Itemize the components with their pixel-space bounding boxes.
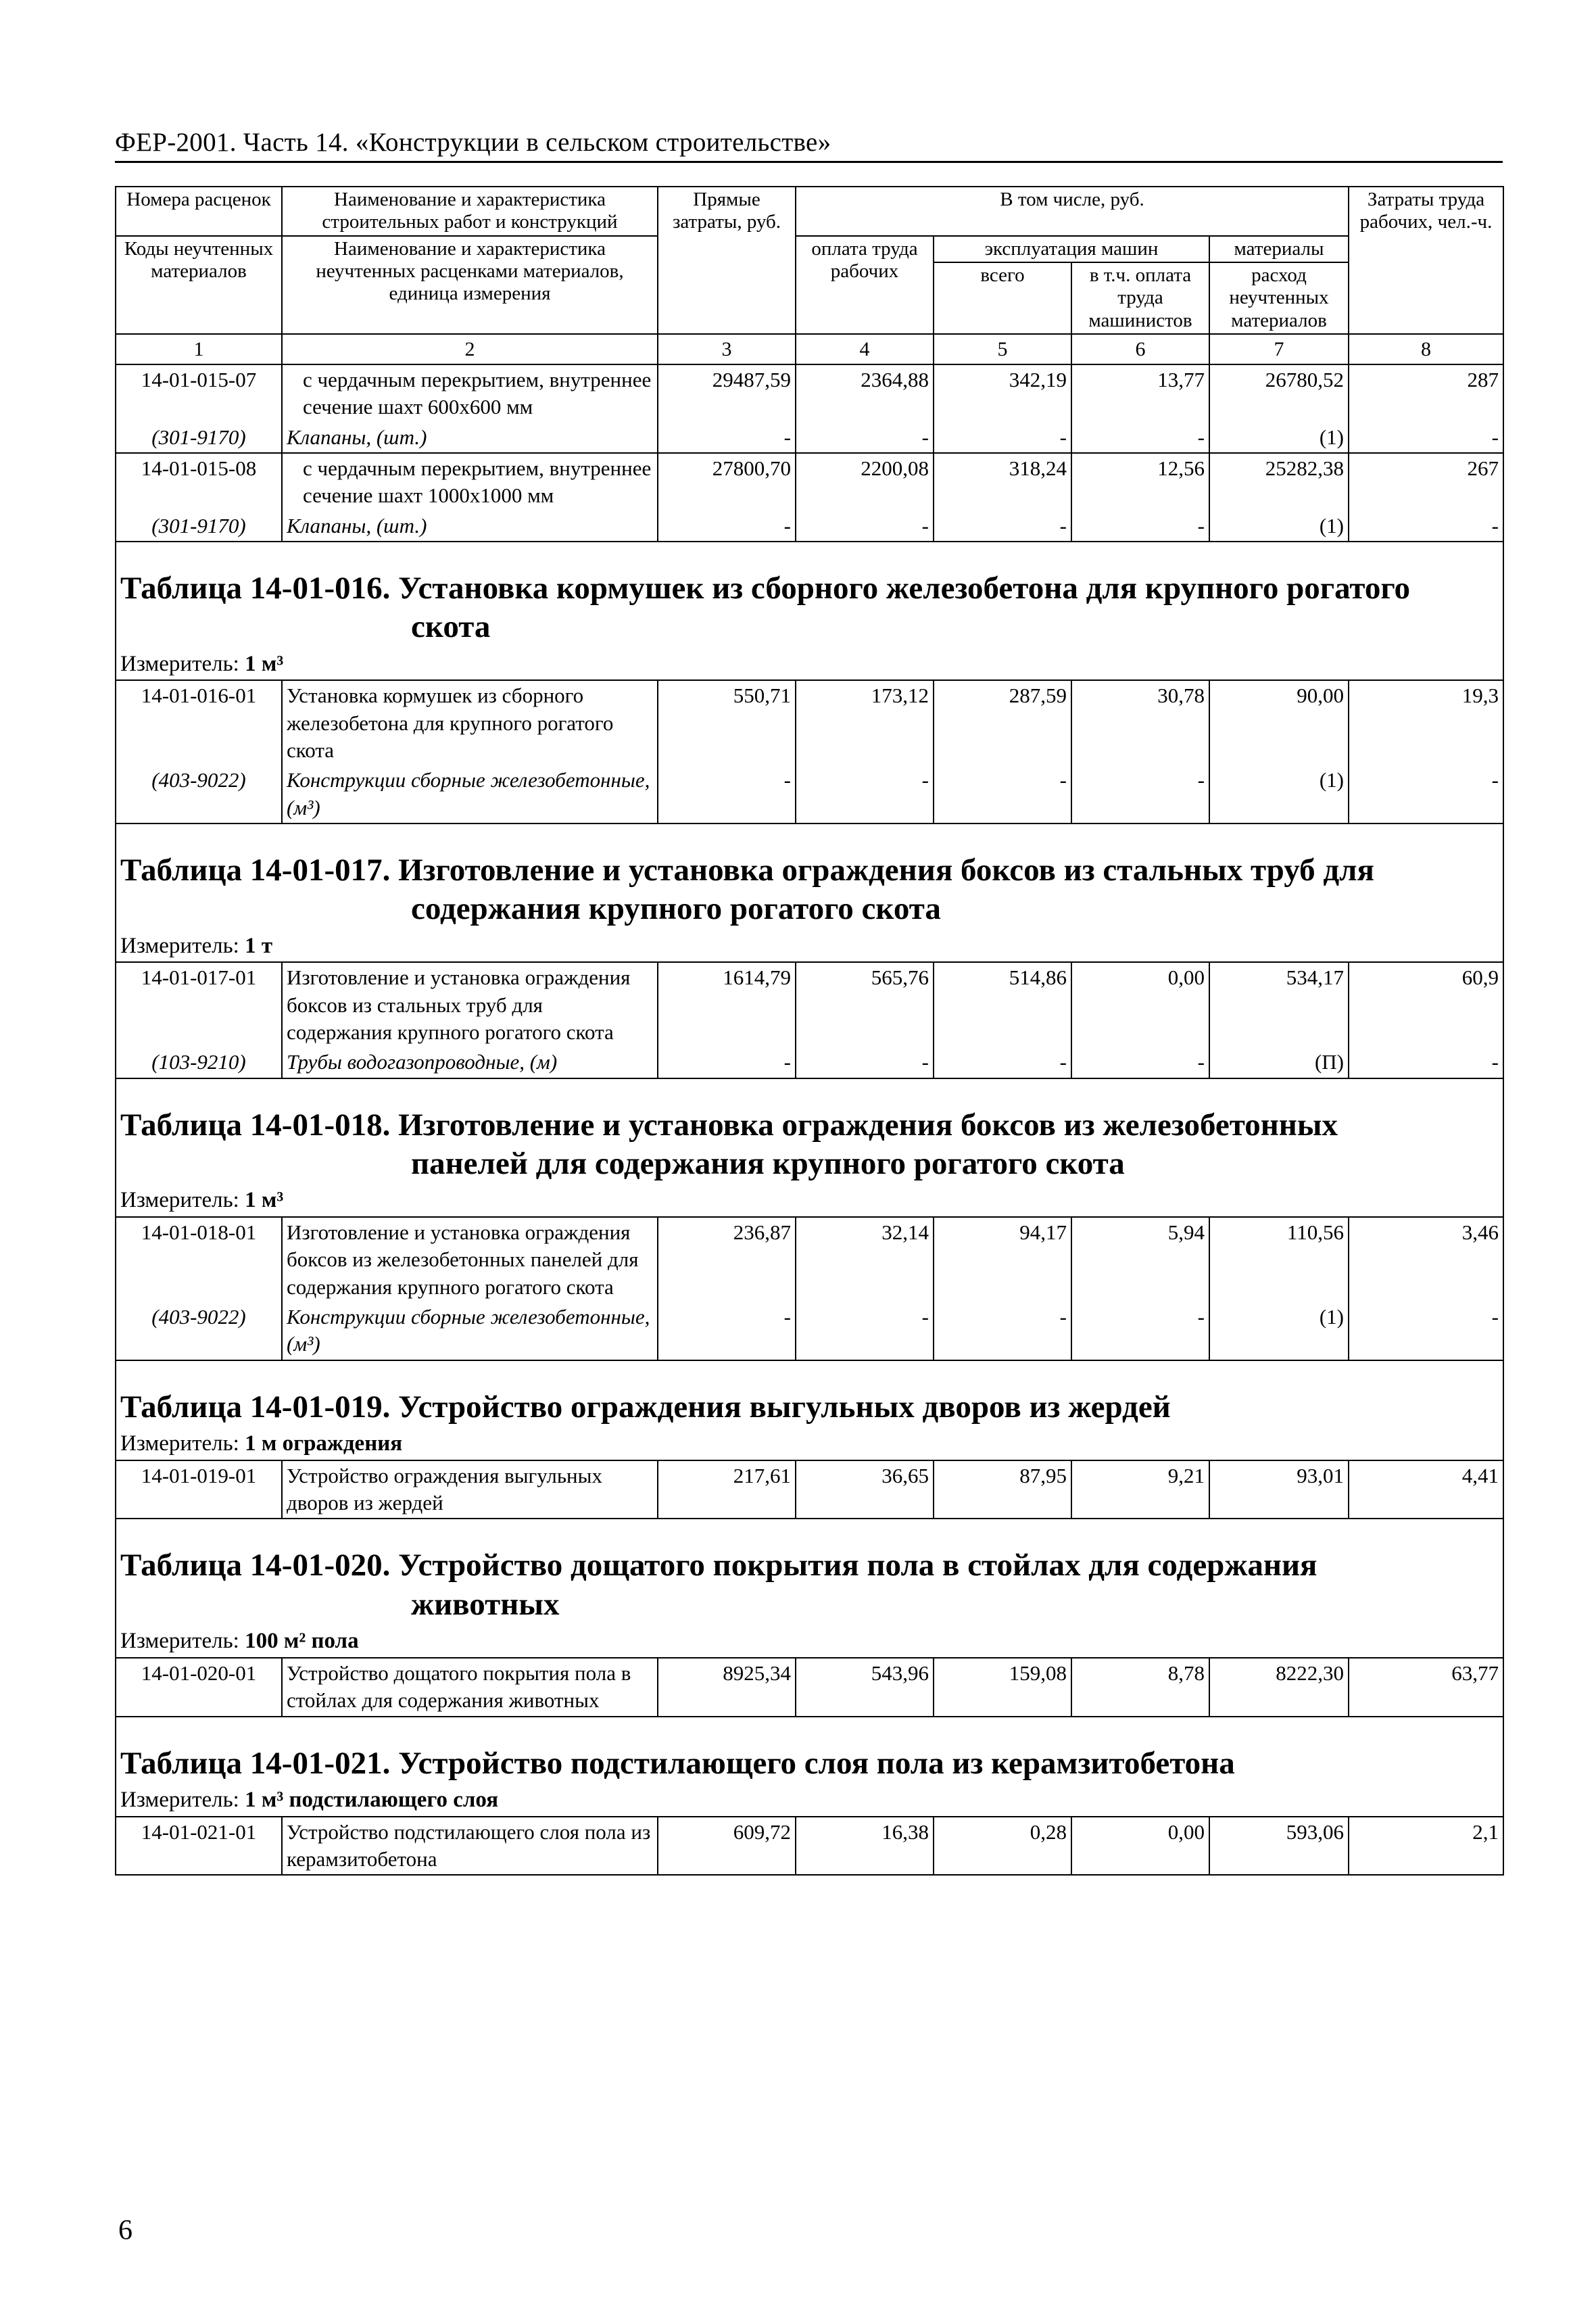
table-title-cell — [116, 850, 1503, 930]
column-number: 8 — [1349, 334, 1503, 364]
material-value: - — [796, 1302, 934, 1360]
material-value: - — [796, 423, 934, 453]
column-number: 4 — [796, 334, 934, 364]
rate-value: 534,17 — [1209, 962, 1349, 1047]
table-gap-cell — [116, 542, 1503, 568]
rate-row — [116, 1658, 1503, 1717]
material-value: (1) — [1209, 423, 1349, 453]
rate-value: 4,41 — [1349, 1460, 1503, 1519]
column-number: 1 — [116, 334, 282, 364]
column-number: 3 — [658, 334, 796, 364]
header-row-2 — [116, 236, 1503, 262]
table-unit-row — [116, 1784, 1503, 1817]
table-title-line1: Таблица 14-01-018. Изготовление и установка ограждения боксов из железобетонных — [120, 1107, 1338, 1143]
material-value: - — [1071, 1047, 1209, 1078]
rate-value: 93,01 — [1209, 1460, 1349, 1519]
material-value: - — [1071, 1302, 1209, 1360]
table-title-line2: панелей для содержания крупного рогатого скота — [411, 1145, 1125, 1181]
material-value: - — [658, 1302, 796, 1360]
rate-value: 173,12 — [796, 680, 934, 765]
rate-value: 87,95 — [934, 1460, 1071, 1519]
material-value: - — [1071, 423, 1209, 453]
rate-value: 159,08 — [934, 1658, 1071, 1717]
header-material-codes: Коды неучтенных материалов — [116, 236, 282, 334]
rate-code: 14-01-018-01 — [116, 1217, 282, 1302]
material-value: - — [1349, 1047, 1503, 1078]
unit-label: Измеритель: — [120, 1431, 239, 1456]
table-title — [120, 1744, 1499, 1783]
rate-name: Изготовление и установка ограждения боксов из стальных труб для содержания крупного рогатого скота — [282, 962, 658, 1047]
rate-value: 287 — [1349, 364, 1503, 423]
material-value: - — [1349, 511, 1503, 542]
unit-label: Измеритель: — [120, 651, 239, 676]
table-title — [120, 1106, 1499, 1184]
material-value: (1) — [1209, 1302, 1349, 1360]
material-value: - — [934, 511, 1071, 542]
rate-name: Изготовление и установка ограждения боксов из железобетонных панелей для содержания крупного рогатого скота — [282, 1217, 658, 1302]
unit-label: Измеритель: — [120, 1787, 239, 1812]
table-unit-cell — [116, 1185, 1503, 1217]
rate-name: Устройство ограждения выгульных дворов из жердей — [282, 1460, 658, 1519]
table-title-row — [116, 1387, 1503, 1428]
table-title-cell — [116, 1743, 1503, 1784]
rate-code: 14-01-019-01 — [116, 1460, 282, 1519]
table-title — [120, 1388, 1499, 1427]
page-header: ФЕР-2001. Часть 14. «Конструкции в сельском строительстве» — [115, 128, 831, 157]
rate-value: 29487,59 — [658, 364, 796, 423]
table-title — [120, 569, 1499, 647]
material-row — [116, 423, 1503, 453]
rate-value: 19,3 — [1349, 680, 1503, 765]
material-code: (403-9022) — [116, 1302, 282, 1360]
material-code: (403-9022) — [116, 765, 282, 824]
header-machines-total: всего — [934, 262, 1071, 334]
rate-value: 0,28 — [934, 1817, 1071, 1876]
material-code: (301-9170) — [116, 423, 282, 453]
material-value: - — [796, 1047, 934, 1078]
material-code: (301-9170) — [116, 511, 282, 542]
table-gap — [116, 1717, 1503, 1743]
rate-code: 14-01-015-08 — [116, 453, 282, 511]
table-title — [120, 1546, 1499, 1624]
table-title-line1: Таблица 14-01-021. Устройство подстилающего слоя пола из керамзитобетона — [120, 1745, 1235, 1781]
table-unit-cell — [116, 1784, 1503, 1817]
rate-value: 3,46 — [1349, 1217, 1503, 1302]
material-name: Конструкции сборные железобетонные, (м³) — [282, 765, 658, 824]
material-code: (103-9210) — [116, 1047, 282, 1078]
rate-value: 2364,88 — [796, 364, 934, 423]
rate-value: 30,78 — [1071, 680, 1209, 765]
table-title-row — [116, 1545, 1503, 1625]
table-title-row — [116, 1105, 1503, 1185]
table-title-line2: животных — [411, 1586, 560, 1622]
table-unit-row — [116, 1625, 1503, 1658]
rate-value: 26780,52 — [1209, 364, 1349, 423]
material-row — [116, 1302, 1503, 1360]
column-number: 7 — [1209, 334, 1349, 364]
rate-value: 565,76 — [796, 962, 934, 1047]
rate-code: 14-01-021-01 — [116, 1817, 282, 1876]
material-value: - — [796, 511, 934, 542]
rate-row — [116, 1460, 1503, 1519]
material-name: Клапаны, (шт.) — [282, 511, 658, 542]
rate-row — [116, 1817, 1503, 1876]
rate-value: 25282,38 — [1209, 453, 1349, 511]
rate-value: 2,1 — [1349, 1817, 1503, 1876]
table-title-line1: Таблица 14-01-019. Устройство ограждения выгульных дворов из жердей — [120, 1389, 1171, 1425]
rates-table-body — [116, 187, 1503, 1875]
rate-value: 12,56 — [1071, 453, 1209, 511]
table-title-line1: Таблица 14-01-016. Установка кормушек из сборного железобетона для крупного рогатого — [120, 570, 1410, 606]
material-value: - — [658, 1047, 796, 1078]
rate-value: 236,87 — [658, 1217, 796, 1302]
material-value: - — [1071, 511, 1209, 542]
table-title-cell — [116, 1387, 1503, 1428]
header-row-1 — [116, 187, 1503, 236]
table-title-cell — [116, 1545, 1503, 1625]
material-value: - — [934, 1047, 1071, 1078]
rate-value: 63,77 — [1349, 1658, 1503, 1717]
rate-name: Устройство подстилающего слоя пола из керамзитобетона — [282, 1817, 658, 1876]
table-title-cell — [116, 1105, 1503, 1185]
rate-value: 609,72 — [658, 1817, 796, 1876]
header-machines: эксплуатация машин — [934, 236, 1209, 262]
rate-value: 9,21 — [1071, 1460, 1209, 1519]
table-gap — [116, 542, 1503, 568]
table-title-line2: содержания крупного рогатого скота — [411, 891, 941, 927]
table-gap — [116, 824, 1503, 850]
header-labor-cost: Затраты труда рабочих, чел.-ч. — [1349, 187, 1503, 334]
table-unit-cell — [116, 1428, 1503, 1460]
rate-value: 1614,79 — [658, 962, 796, 1047]
material-value: - — [796, 765, 934, 824]
rate-code: 14-01-020-01 — [116, 1658, 282, 1717]
material-value: - — [658, 511, 796, 542]
table-title-row — [116, 850, 1503, 930]
rate-value: 0,00 — [1071, 962, 1209, 1047]
header-material-name: Наименование и характеристика неучтенных расценками материалов, единица измерения — [282, 236, 658, 334]
material-value: (1) — [1209, 765, 1349, 824]
table-title-row — [116, 1743, 1503, 1784]
rate-code: 14-01-017-01 — [116, 962, 282, 1047]
table-unit-row — [116, 1185, 1503, 1217]
table-gap — [116, 1519, 1503, 1545]
header-materials-unaccounted: расход неучтенных материалов — [1209, 262, 1349, 334]
rate-value: 8925,34 — [658, 1658, 796, 1717]
rate-name: с чердачным перекрытием, внутреннее сечение шахт 1000х1000 мм — [282, 453, 658, 511]
rate-value: 0,00 — [1071, 1817, 1209, 1876]
header-including: В том числе, руб. — [796, 187, 1349, 236]
rate-row — [116, 680, 1503, 765]
rate-value: 32,14 — [796, 1217, 934, 1302]
unit-value: 1 м³ подстилающего слоя — [245, 1787, 499, 1812]
material-row — [116, 765, 1503, 824]
material-value: - — [658, 423, 796, 453]
table-unit-row — [116, 648, 1503, 681]
header-rule — [115, 161, 1503, 163]
rate-name: Установка кормушек из сборного железобетона для крупного рогатого скота — [282, 680, 658, 765]
table-unit-row — [116, 930, 1503, 963]
unit-value: 1 м ограждения — [245, 1431, 403, 1456]
material-row — [116, 1047, 1503, 1078]
table-title-line1: Таблица 14-01-020. Устройство дощатого покрытия пола в стойлах для содержания — [120, 1548, 1317, 1583]
material-value: - — [1349, 1302, 1503, 1360]
rate-value: 90,00 — [1209, 680, 1349, 765]
column-number: 6 — [1071, 334, 1209, 364]
rate-value: 342,19 — [934, 364, 1071, 423]
table-gap — [116, 1078, 1503, 1105]
material-name: Конструкции сборные железобетонные, (м³) — [282, 1302, 658, 1360]
rate-row — [116, 364, 1503, 423]
table-unit-cell — [116, 1625, 1503, 1658]
rate-value: 27800,70 — [658, 453, 796, 511]
column-number: 5 — [934, 334, 1071, 364]
column-number-row — [116, 334, 1503, 364]
material-name: Трубы водогазопроводные, (м) — [282, 1047, 658, 1078]
table-title-cell — [116, 568, 1503, 648]
table-gap — [116, 1360, 1503, 1387]
rate-code: 14-01-015-07 — [116, 364, 282, 423]
rate-value: 5,94 — [1071, 1217, 1209, 1302]
rate-value: 16,38 — [796, 1817, 934, 1876]
rate-value: 217,61 — [658, 1460, 796, 1519]
table-unit-cell — [116, 648, 1503, 681]
table-gap-cell — [116, 1717, 1503, 1743]
unit-value: 1 т — [245, 933, 273, 958]
table-title — [120, 851, 1499, 929]
rate-row — [116, 962, 1503, 1047]
header-labor-pay: оплата труда рабочих — [796, 236, 934, 334]
material-value: - — [934, 423, 1071, 453]
table-gap-cell — [116, 824, 1503, 850]
unit-value: 1 м³ — [245, 1188, 284, 1213]
rate-value: 593,06 — [1209, 1817, 1349, 1876]
rate-name: Устройство дощатого покрытия пола в стойлах для содержания животных — [282, 1658, 658, 1717]
material-value: - — [934, 765, 1071, 824]
table-gap-cell — [116, 1078, 1503, 1105]
rate-value: 60,9 — [1349, 962, 1503, 1047]
header-rate-numbers: Номера расценок — [116, 187, 282, 236]
unit-label: Измеритель: — [120, 1629, 239, 1654]
unit-label: Измеритель: — [120, 933, 239, 958]
table-gap-cell — [116, 1360, 1503, 1387]
rate-value: 550,71 — [658, 680, 796, 765]
rate-value: 287,59 — [934, 680, 1071, 765]
rate-code: 14-01-016-01 — [116, 680, 282, 765]
rate-value: 8222,30 — [1209, 1658, 1349, 1717]
material-value: - — [1349, 765, 1503, 824]
table-title-line1: Таблица 14-01-017. Изготовление и установка ограждения боксов из стальных труб для — [120, 852, 1374, 888]
rate-row — [116, 453, 1503, 511]
material-value: - — [658, 765, 796, 824]
material-value: - — [934, 1302, 1071, 1360]
table-unit-cell — [116, 930, 1503, 963]
table-title-row — [116, 568, 1503, 648]
rate-value: 110,56 — [1209, 1217, 1349, 1302]
material-row — [116, 511, 1503, 542]
unit-value: 100 м² пола — [245, 1629, 359, 1654]
page-number: 6 — [118, 2215, 132, 2246]
rate-value: 13,77 — [1071, 364, 1209, 423]
table-unit-row — [116, 1428, 1503, 1460]
column-number: 2 — [282, 334, 658, 364]
rate-value: 318,24 — [934, 453, 1071, 511]
rate-row — [116, 1217, 1503, 1302]
material-name: Клапаны, (шт.) — [282, 423, 658, 453]
rate-value: 94,17 — [934, 1217, 1071, 1302]
rate-value: 2200,08 — [796, 453, 934, 511]
rate-value: 8,78 — [1071, 1658, 1209, 1717]
table-title-line2: скота — [411, 609, 491, 645]
material-value: (П) — [1209, 1047, 1349, 1078]
rates-table — [115, 186, 1504, 1876]
rate-value: 543,96 — [796, 1658, 934, 1717]
header-work-name: Наименование и характеристика строительных работ и конструкций — [282, 187, 658, 236]
unit-label: Измеритель: — [120, 1188, 239, 1213]
header-materials: материалы — [1209, 236, 1349, 262]
header-direct-costs: Прямые затраты, руб. — [658, 187, 796, 334]
rate-value: 267 — [1349, 453, 1503, 511]
header-machines-operators: в т.ч. оплата труда машинистов — [1071, 262, 1209, 334]
material-value: (1) — [1209, 511, 1349, 542]
material-value: - — [1071, 765, 1209, 824]
table-gap-cell — [116, 1519, 1503, 1545]
rate-value: 36,65 — [796, 1460, 934, 1519]
unit-value: 1 м³ — [245, 651, 284, 676]
rate-name: с чердачным перекрытием, внутреннее сечение шахт 600х600 мм — [282, 364, 658, 423]
rate-value: 514,86 — [934, 962, 1071, 1047]
material-value: - — [1349, 423, 1503, 453]
